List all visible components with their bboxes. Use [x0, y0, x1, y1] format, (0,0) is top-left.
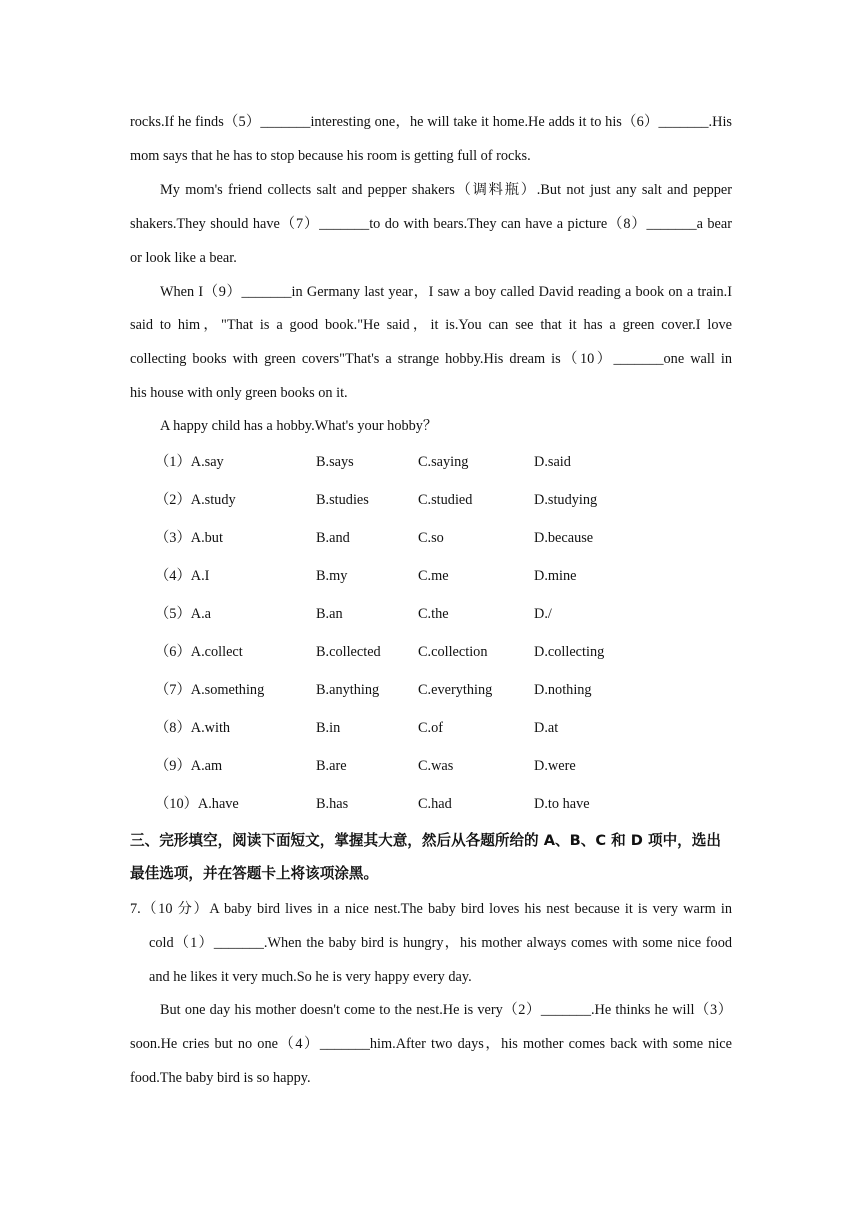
option-c[interactable]: C.collection: [418, 644, 488, 660]
option-a[interactable]: （9）A.am: [155, 758, 223, 774]
question-7-line: cold（1）_______.When the baby bird is hungry，his mother always comes with some nice food: [149, 935, 732, 951]
section-heading: 三、完形填空，阅读下面短文，掌握其大意，然后从各题所给的 A、B、C 和 D 项中，选出: [130, 832, 721, 849]
option-b[interactable]: B.has: [316, 796, 349, 812]
option-row-3: [155, 528, 715, 548]
passage-line: My mom's friend collects salt and pepper shakers（调料瓶）.But not just any salt and pepper: [160, 182, 732, 198]
option-row-10: [155, 794, 715, 814]
option-row-7: [155, 680, 715, 700]
passage-line: When I（9）_______in Germany last year，I saw a boy called David reading a book on a train.I: [160, 284, 732, 300]
passage-line: or look like a bear.: [130, 250, 237, 266]
option-c[interactable]: C.the: [418, 606, 449, 622]
option-b[interactable]: B.anything: [316, 682, 380, 698]
option-row-4: [155, 566, 715, 586]
question-7-line: soon.He cries but no one（4）_______him.After two days，his mother comes back with some nice: [130, 1036, 732, 1052]
option-a[interactable]: （5）A.a: [155, 606, 211, 622]
option-b[interactable]: B.and: [316, 530, 350, 546]
question-7-line: and he likes it very much.So he is very happy every day.: [149, 969, 472, 985]
option-row-2: [155, 490, 715, 510]
option-c[interactable]: C.everything: [418, 682, 493, 698]
option-d[interactable]: D.said: [534, 454, 571, 470]
option-c[interactable]: C.me: [418, 568, 449, 584]
option-c[interactable]: C.studied: [418, 492, 473, 508]
option-row-9: [155, 756, 715, 776]
option-b[interactable]: B.collected: [316, 644, 381, 660]
section-heading: 最佳选项，并在答题卡上将该项涂黑。: [130, 865, 379, 882]
question-7-line: 7.（10 分）A baby bird lives in a nice nest.The baby bird loves his nest because it is very warm in: [130, 901, 732, 917]
option-c[interactable]: C.was: [418, 758, 454, 774]
option-d[interactable]: D.collecting: [534, 644, 605, 660]
option-a[interactable]: （3）A.but: [155, 530, 223, 546]
option-d[interactable]: D.at: [534, 720, 559, 736]
option-d[interactable]: D.to have: [534, 796, 590, 812]
option-d[interactable]: D.because: [534, 530, 594, 546]
option-row-6: [155, 642, 715, 662]
option-d[interactable]: D.studying: [534, 492, 598, 508]
option-row-1: [155, 452, 715, 472]
passage-line: mom says that he has to stop because his room is getting full of rocks.: [130, 148, 531, 164]
option-d[interactable]: D.were: [534, 758, 576, 774]
option-d[interactable]: D./: [534, 606, 552, 622]
option-b[interactable]: B.an: [316, 606, 343, 622]
option-c[interactable]: C.so: [418, 530, 444, 546]
option-b[interactable]: B.are: [316, 758, 347, 774]
option-a[interactable]: （10）A.have: [155, 796, 239, 812]
option-c[interactable]: C.had: [418, 796, 452, 812]
option-c[interactable]: C.saying: [418, 454, 469, 470]
passage-line: shakers.They should have（7）_______to do with bears.They can have a picture（8）_______a bear: [130, 216, 732, 232]
passage-line: A happy child has a hobby.What's your hobby？: [160, 418, 438, 434]
option-row-8: [155, 718, 715, 738]
passage-line: his house with only green books on it.: [130, 385, 348, 401]
option-b[interactable]: B.my: [316, 568, 348, 584]
option-b[interactable]: B.in: [316, 720, 341, 736]
passage-line: collecting books with green covers"That's a strange hobby.His dream is（10）_______one wall in: [130, 351, 732, 367]
option-a[interactable]: （7）A.something: [155, 682, 265, 698]
option-b[interactable]: B.says: [316, 454, 354, 470]
option-c[interactable]: C.of: [418, 720, 444, 736]
option-a[interactable]: （1）A.say: [155, 454, 224, 470]
option-a[interactable]: （4）A.I: [155, 568, 210, 584]
option-d[interactable]: D.mine: [534, 568, 577, 584]
option-row-5: [155, 604, 715, 624]
option-a[interactable]: （2）A.study: [155, 492, 236, 508]
passage-line: rocks.If he finds（5）_______interesting one，he will take it home.He adds it to his（6）_______.His: [130, 114, 732, 130]
question-7-line: food.The baby bird is so happy.: [130, 1070, 311, 1086]
option-d[interactable]: D.nothing: [534, 682, 592, 698]
passage-line: said to him，"That is a good book."He said，it is.You can see that it has a green cover.I love: [130, 317, 732, 333]
option-a[interactable]: （6）A.collect: [155, 644, 243, 660]
option-b[interactable]: B.studies: [316, 492, 369, 508]
question-7-line: But one day his mother doesn't come to the nest.He is very（2）_______.He thinks he will（3）: [160, 1002, 732, 1018]
option-a[interactable]: （8）A.with: [155, 720, 231, 736]
